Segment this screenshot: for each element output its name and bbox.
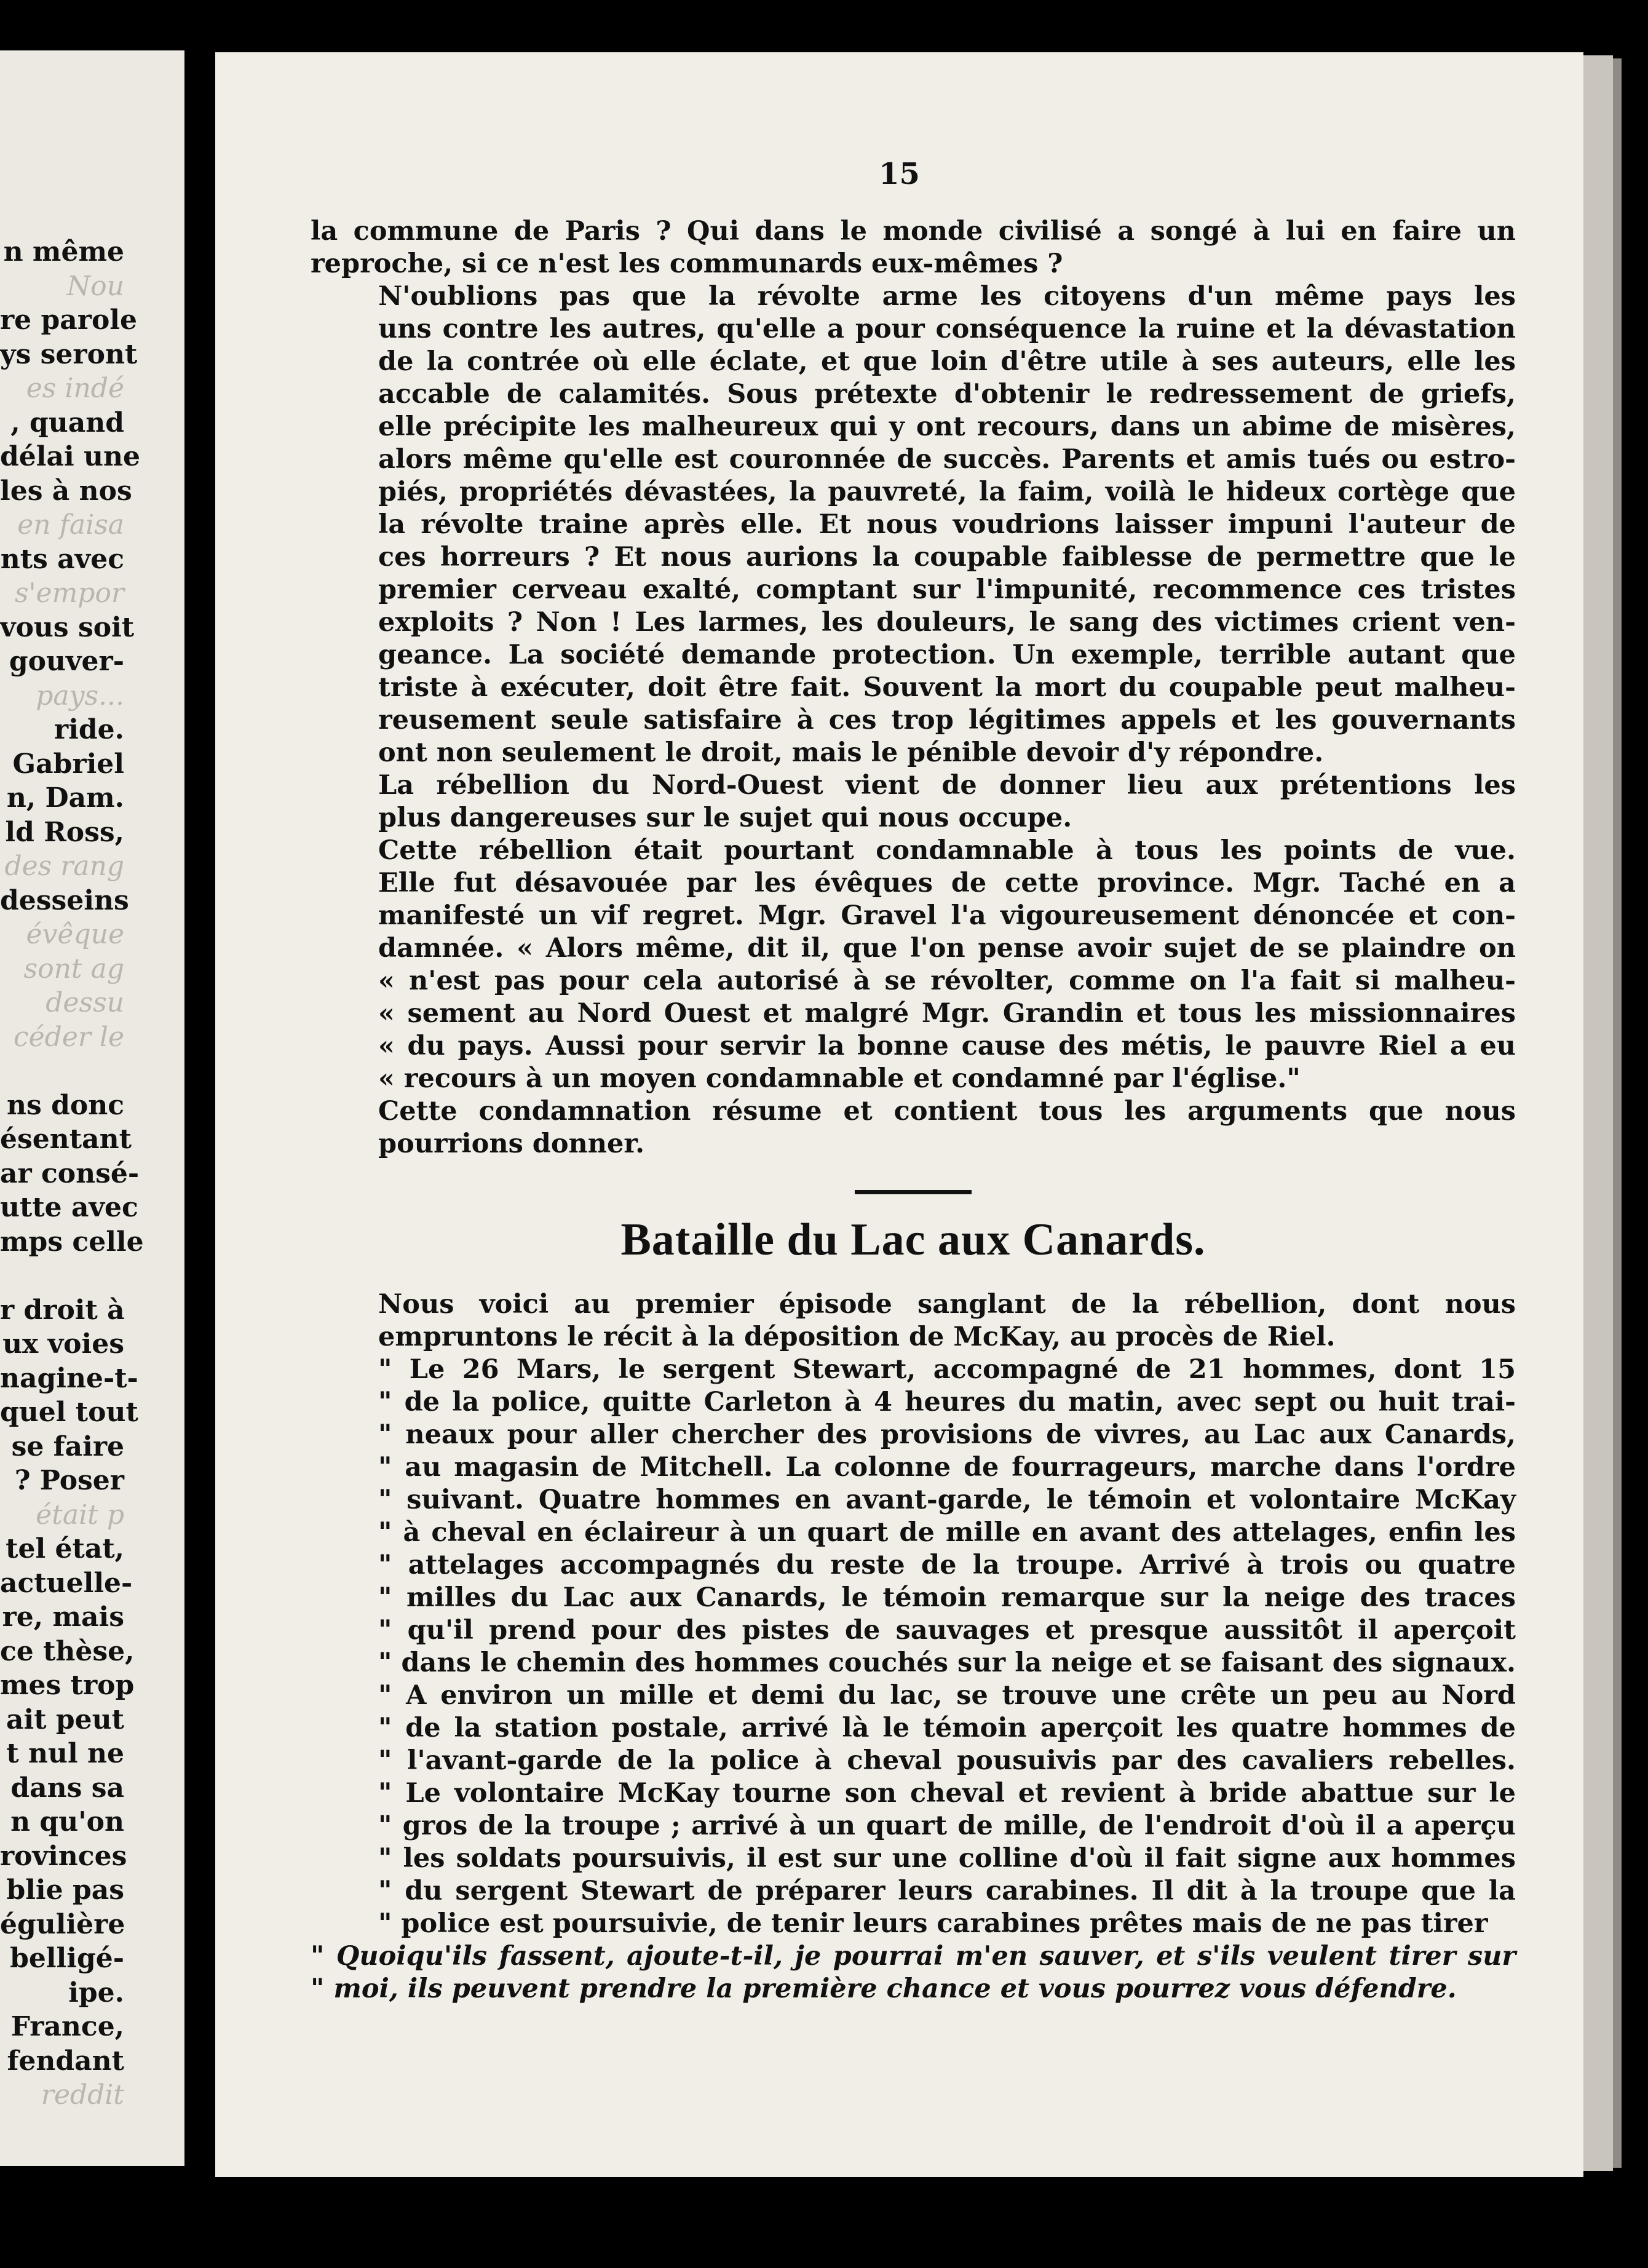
facing-page-line: pays...: [36, 680, 124, 712]
text-line: reusement seule satisfaire à ces trop légitimes appels et les gouvernants: [378, 705, 1516, 736]
text-line: " gros de la troupe ; arrivé à un quart de mille, de l'endroit d'où il a aperçu: [378, 1810, 1516, 1841]
facing-page-line: vous soit: [0, 611, 135, 643]
paragraph: [311, 215, 1516, 280]
facing-page-line: Nou: [66, 270, 124, 302]
text-line: accable de calamités. Sous prétexte d'obtenir le redressement de griefs,: [378, 379, 1516, 410]
facing-page-line: ? Poser: [14, 1465, 124, 1496]
facing-page-line: nts avec: [0, 543, 124, 575]
facing-page-line: re, mais: [2, 1601, 124, 1633]
facing-page-line: ait peut: [6, 1703, 124, 1735]
text-line: " milles du Lac aux Canards, le témoin remarque sur la neige des traces: [378, 1582, 1516, 1613]
facing-page-line: évêque: [26, 919, 124, 950]
body-text: [311, 215, 1516, 2005]
facing-page-line: ésentant: [0, 1124, 132, 1155]
facing-page-line: blie pas: [6, 1874, 124, 1906]
facing-page-line: n, Dam.: [6, 782, 124, 814]
text-line: Elle fut désavouée par les évêques de cette province. Mgr. Taché en a: [378, 868, 1516, 898]
facing-page-line: , quand: [10, 406, 124, 438]
text-line: « n'est pas pour cela autorisé à se révolter, comme on l'a fait si malheu-: [378, 965, 1516, 996]
facing-page-line: dessu: [46, 987, 124, 1018]
text-line: la révolte traine après elle. Et nous voudrions laisser impuni l'auteur de: [378, 509, 1516, 540]
section-heading: Bataille du Lac aux Canards.: [620, 1215, 1206, 1265]
facing-page-line: n même: [3, 236, 124, 268]
text-line: de la contrée où elle éclate, et que loin d'être utile à ses auteurs, elle les: [378, 346, 1516, 377]
section-divider: [855, 1190, 972, 1194]
text-line: " de la station postale, arrivé là le témoin aperçoit les quatre hommes de: [378, 1713, 1516, 1743]
facing-page-line: se faire: [11, 1430, 124, 1462]
text-line: " au magasin de Mitchell. La colonne de fourrageurs, marche dans l'ordre: [378, 1452, 1516, 1483]
facing-page-line: re parole: [0, 304, 138, 336]
facing-page-line: ce thèse,: [0, 1635, 135, 1667]
facing-page-line: ns donc: [7, 1089, 124, 1121]
text-line: Cette condamnation résume et contient tous les arguments que nous: [378, 1096, 1516, 1127]
text-line: plus dangereuses sur le sujet qui nous occupe.: [378, 803, 1072, 833]
text-line: N'oublions pas que la révolte arme les citoyens d'un même pays les: [378, 281, 1516, 312]
paragraph: [311, 1940, 1516, 2005]
facing-page-line: reddit: [41, 2079, 124, 2111]
text-line: " Le volontaire McKay tourne son cheval et revient à bride abattue sur le: [378, 1778, 1516, 1809]
page-number: 15: [879, 157, 920, 191]
paragraph: [311, 1288, 1516, 1354]
text-line: " qu'il prend pour des pistes de sauvages et presque aussitôt il aperçoit: [378, 1615, 1516, 1646]
text-line: " du sergent Stewart de préparer leurs carabines. Il dit à la troupe que la: [378, 1876, 1516, 1906]
facing-page-line: Gabriel: [12, 748, 124, 780]
facing-page-line: mes trop: [0, 1670, 135, 1701]
facing-page-line: quel tout: [0, 1397, 138, 1428]
paragraph: [311, 835, 1516, 1095]
paragraph: [311, 280, 1516, 769]
facing-page-line: s'empor: [14, 577, 124, 609]
text-line: ont non seulement le droit, mais le pénible devoir d'y répondre.: [378, 737, 1324, 768]
page-gutter: [184, 0, 215, 2268]
text-line: piés, propriétés dévastées, la pauvreté, la faim, voilà le hideux cortège que: [378, 477, 1516, 507]
facing-page-line: France,: [10, 2011, 124, 2042]
text-line: reproche, si ce n'est les communards eux-mêmes ?: [311, 248, 1063, 279]
text-line: " à cheval en éclaireur à un quart de mille en avant des attelages, enfin les: [378, 1517, 1516, 1548]
text-line: « sement au Nord Ouest et malgré Mgr. Grandin et tous les missionnaires: [378, 998, 1516, 1029]
text-line: ces horreurs ? Et nous aurions la coupable faiblesse de permettre que le: [378, 542, 1516, 573]
text-line: damnée. « Alors même, dit il, que l'on pense avoir sujet de se plaindre on: [378, 933, 1516, 964]
text-line: « du pays. Aussi pour servir la bonne cause des métis, le pauvre Riel a eu: [378, 1031, 1516, 1061]
facing-page-line: ys seront: [0, 338, 138, 370]
facing-page-line: gouver-: [9, 646, 124, 677]
text-line: " police est poursuivie, de tenir leurs carabines prêtes mais de ne pas tirer: [378, 1908, 1488, 1939]
text-line: exploits ? Non ! Les larmes, les douleurs, le sang des victimes crient ven-: [378, 607, 1516, 638]
facing-page-line: mps celle: [0, 1226, 144, 1258]
facing-page-line: tel état,: [6, 1533, 124, 1564]
facing-page-line: ux voies: [2, 1328, 124, 1360]
facing-page-line: en faisa: [17, 509, 124, 541]
text-line: " dans le chemin des hommes couchés sur la neige et se faisant des signaux.: [378, 1647, 1516, 1678]
text-line: alors même qu'elle est couronnée de succès. Parents et amis tués ou estro-: [378, 444, 1516, 475]
text-line: la commune de Paris ? Qui dans le monde civilisé a songé à lui en faire un: [311, 216, 1516, 247]
text-line: " l'avant-garde de la police à cheval pousuivis par des cavaliers rebelles.: [378, 1745, 1516, 1776]
facing-page-fragment: [0, 50, 184, 2166]
text-line: empruntons le récit à la déposition de McKay, au procès de Riel.: [378, 1322, 1336, 1352]
text-line: Nous voici au premier épisode sanglant de la rébellion, dont nous: [378, 1289, 1516, 1320]
facing-page-line: était p: [36, 1499, 124, 1531]
facing-page-line: les à nos: [0, 475, 132, 507]
page-edge: [1583, 55, 1613, 2171]
facing-page-line: nagine-t-: [0, 1362, 138, 1394]
facing-page-line: r droit à: [0, 1294, 125, 1326]
paragraph: [311, 1095, 1516, 1160]
text-line: La rébellion du Nord-Ouest vient de donner lieu aux prétentions les: [378, 770, 1516, 801]
facing-page-line: dans sa: [10, 1772, 124, 1804]
text-line: Cette rébellion était pourtant condamnable à tous les points de vue.: [378, 835, 1516, 866]
text-line: " les soldats poursuivis, il est sur une colline d'où il fait signe aux hommes: [378, 1843, 1516, 1874]
facing-page-line: actuelle-: [0, 1567, 133, 1599]
facing-page-line: ride.: [54, 714, 124, 745]
text-line: " neaux pour aller chercher des provisions de vivres, au Lac aux Canards,: [378, 1419, 1516, 1450]
text-line: geance. La société demande protection. Un exemple, terrible autant que: [378, 640, 1516, 670]
text-line: elle précipite les malheureux qui y ont recours, dans un abime de misères,: [378, 411, 1516, 442]
facing-page-line: belligé-: [10, 1943, 124, 1974]
text-line: " Le 26 Mars, le sergent Stewart, accompagné de 21 hommes, dont 15: [378, 1354, 1516, 1385]
facing-page-line: délai une: [0, 441, 140, 472]
facing-page-line: ar consé-: [0, 1157, 140, 1189]
text-line: " A environ un mille et demi du lac, se trouve une crête un peu au Nord: [378, 1680, 1516, 1711]
facing-page-line: sont ag: [23, 953, 124, 985]
facing-page-line: rovinces: [0, 1840, 127, 1872]
facing-page-line: égulière: [0, 1908, 125, 1940]
text-line: " de la police, quitte Carleton à 4 heures du matin, avec sept ou huit trai-: [378, 1387, 1516, 1418]
text-line: manifesté un vif regret. Mgr. Gravel l'a vigoureusement dénoncée et con-: [378, 900, 1516, 931]
page-edge-shadow: [1613, 58, 1622, 2168]
facing-page-line: t nul ne: [6, 1738, 124, 1769]
text-line: uns contre les autres, qu'elle a pour conséquence la ruine et la dévastation: [378, 314, 1516, 344]
document-page: [215, 52, 1583, 2177]
text-line: pourrions donner.: [378, 1128, 645, 1159]
facing-page-line: fendant: [7, 2045, 124, 2077]
facing-page-line: céder le: [13, 1021, 124, 1053]
facing-page-line: utte avec: [0, 1192, 138, 1223]
facing-page-line: es indé: [26, 373, 124, 404]
paragraph: [311, 1354, 1516, 1940]
facing-page-line: ld Ross,: [5, 816, 124, 848]
facing-page-line: des rang: [4, 850, 124, 882]
text-line: " suivant. Quatre hommes en avant-garde, le témoin et volontaire McKay: [378, 1485, 1516, 1515]
text-line: " attelages accompagnés du reste de la troupe. Arrivé à trois ou quatre: [378, 1550, 1516, 1580]
facing-page-line: n qu'on: [10, 1806, 124, 1838]
text-line: " moi, ils peuvent prendre la première chance et vous pourrez vous défendre.: [311, 1973, 1457, 2004]
facing-page-line: ipe.: [68, 1977, 124, 2008]
paragraph: [311, 769, 1516, 835]
facing-page-line: desseins: [0, 884, 129, 916]
text-line: triste à exécuter, doit être fait. Souvent la mort du coupable peut malheu-: [378, 672, 1516, 703]
text-line: « recours à un moyen condamnable et condamné par l'église.": [378, 1063, 1301, 1094]
text-line: premier cerveau exalté, comptant sur l'impunité, recommence ces tristes: [378, 574, 1516, 605]
text-line: " Quoiqu'ils fassent, ajoute-t-il, je pourrai m'en sauver, et s'ils veulent tirer sur: [311, 1941, 1516, 1972]
